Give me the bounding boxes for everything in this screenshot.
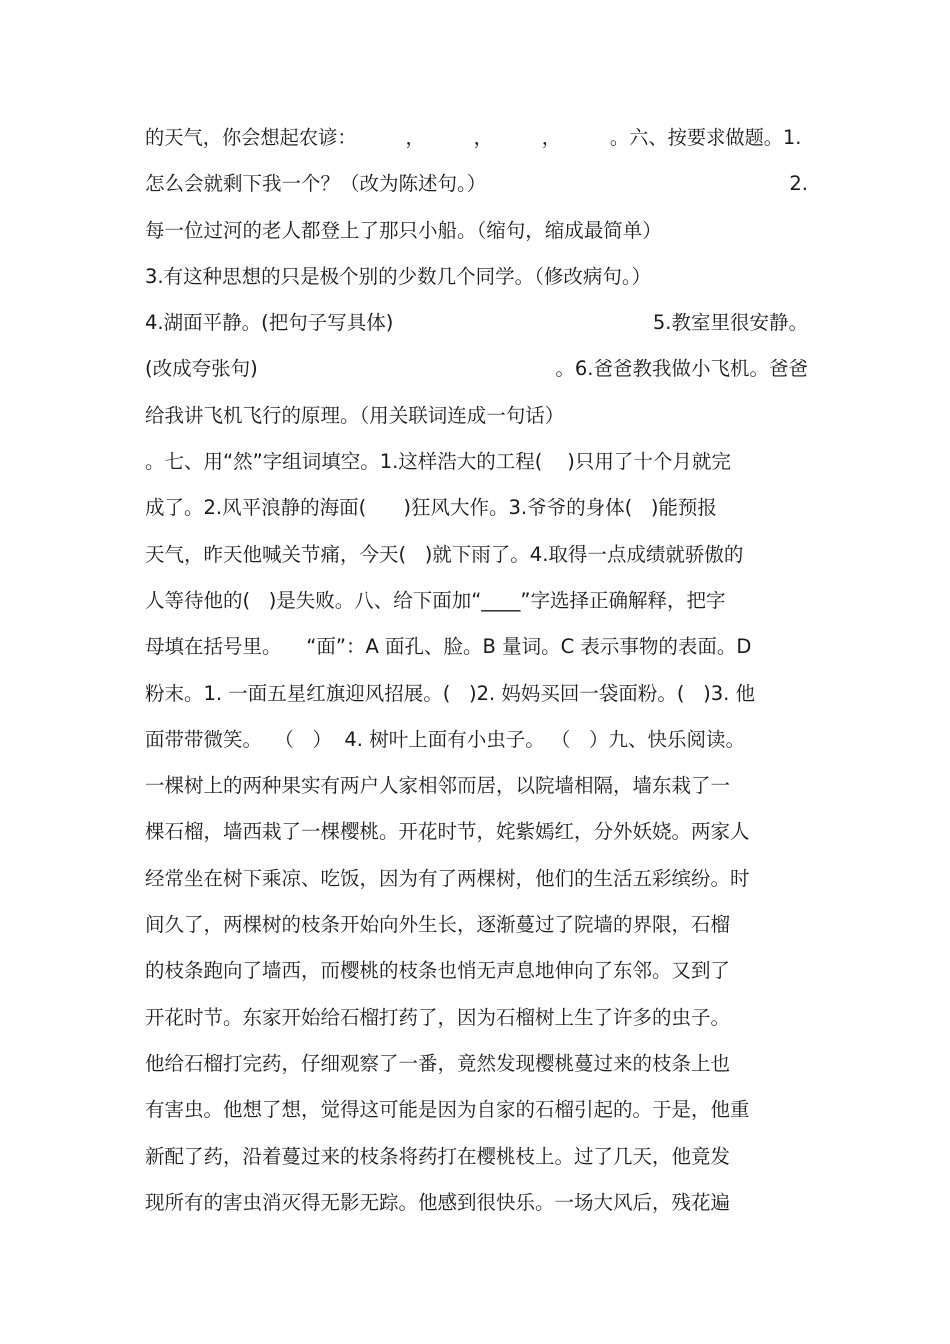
text-segment: 天气，昨天他喊关节痛，今天( )就下雨了。4.取得一点成绩就骄傲的 <box>145 542 744 566</box>
text-segment: 人等待他的( )是失败。八、给下面加“____”字选择正确解释，把字 <box>145 588 726 612</box>
text-line <box>145 809 808 855</box>
text-line <box>145 439 808 485</box>
text-line <box>145 948 808 994</box>
text-segment: 5.教室里很安静。 <box>652 311 808 335</box>
text-segment: 母填在括号里。 “面”：A 面孔、脸。B 量词。C 表示事物的表面。D <box>145 635 752 659</box>
text-segment: 开花时节。东家开始给石榴打药了，因为石榴树上生了许多的虫子。 <box>145 1005 731 1029</box>
text-segment: 怎么会就剩下我一个？（改为陈述句。） <box>145 172 487 196</box>
text-segment: 粉末。1. 一面五星红旗迎风招展。( )2. 妈妈买回一袋面粉。( )3. 他 <box>145 681 756 705</box>
text-segment: 的天气，你会想起农谚： ， ， ， 。六、按要求做题。1. <box>145 126 802 149</box>
text-segment: (改成夸张句) <box>145 357 258 381</box>
text-line <box>145 1041 808 1087</box>
text-line <box>145 1180 808 1226</box>
text-segment: 。七、用“然”字组词填空。1.这样浩大的工程( )只用了十个月就完 <box>145 450 731 474</box>
text-segment: 间久了，两棵树的枝条开始向外生长，逐渐蔓过了院墙的界限，石榴 <box>145 913 731 937</box>
text-segment: 的枝条跑向了墙西，而樱桃的枝条也悄无声息地伸向了东邻。又到了 <box>145 959 731 983</box>
text-segment: 成了。2.风平浪静的海面( )狂风大作。3.爷爷的身体( )能预报 <box>145 496 717 520</box>
text-segment: 新配了药，沿着蔓过来的枝条将药打在樱桃枝上。过了几天，他竟发 <box>145 1144 731 1168</box>
text-segment: 现所有的害虫消灭得无影无踪。他感到很快乐。一场大风后，残花遍 <box>145 1190 731 1214</box>
text-line <box>145 393 808 439</box>
document-page <box>145 115 808 1226</box>
text-line <box>145 1087 808 1133</box>
text-line <box>145 1134 808 1180</box>
text-segment: 他给石榴打完药，仔细观察了一番，竟然发现樱桃蔓过来的枝条上也 <box>145 1051 731 1075</box>
text-line <box>145 161 808 207</box>
text-line <box>145 717 808 763</box>
text-segment: 棵石榴，墙西栽了一棵樱桃。开花时节，姹紫嫣红，分外妖娆。两家人 <box>145 820 750 844</box>
text-line <box>145 578 808 624</box>
text-line <box>145 532 808 578</box>
text-line <box>145 763 808 809</box>
text-segment: 3.有这种思想的只是极个别的少数几个同学。（修改病句。） <box>145 264 652 288</box>
text-segment: 每一位过河的老人都登上了那只小船。（缩句，缩成最简单） <box>145 218 662 242</box>
text-line <box>145 856 808 902</box>
text-segment: 经常坐在树下乘凉、吃饭，因为有了两棵树，他们的生活五彩缤纷。时 <box>145 866 750 890</box>
text-segment: 面带带微笑。 （ ） 4. 树叶上面有小虫子。 （ ）九、快乐阅读。 <box>145 727 745 751</box>
text-segment: 4.湖面平静。(把句子写具体) <box>145 311 394 335</box>
text-line <box>145 485 808 531</box>
text-segment: 有害虫。他想了想，觉得这可能是因为自家的石榴引起的。于是，他重 <box>145 1098 750 1122</box>
text-line <box>145 995 808 1041</box>
text-line <box>145 300 808 346</box>
text-line <box>145 624 808 670</box>
text-line <box>145 671 808 717</box>
text-line <box>145 346 808 392</box>
text-segment: 一棵树上的两种果实有两户人家相邻而居，以院墙相隔，墙东栽了一 <box>145 774 731 798</box>
text-segment: 2. <box>789 172 808 196</box>
text-line <box>145 254 808 300</box>
text-segment: 。6.爸爸教我做小飞机。爸爸 <box>555 357 808 381</box>
text-line <box>145 208 808 254</box>
text-line <box>145 115 808 161</box>
text-line <box>145 902 808 948</box>
text-segment: 给我讲飞机飞行的原理。（用关联词连成一句话） <box>145 403 565 427</box>
